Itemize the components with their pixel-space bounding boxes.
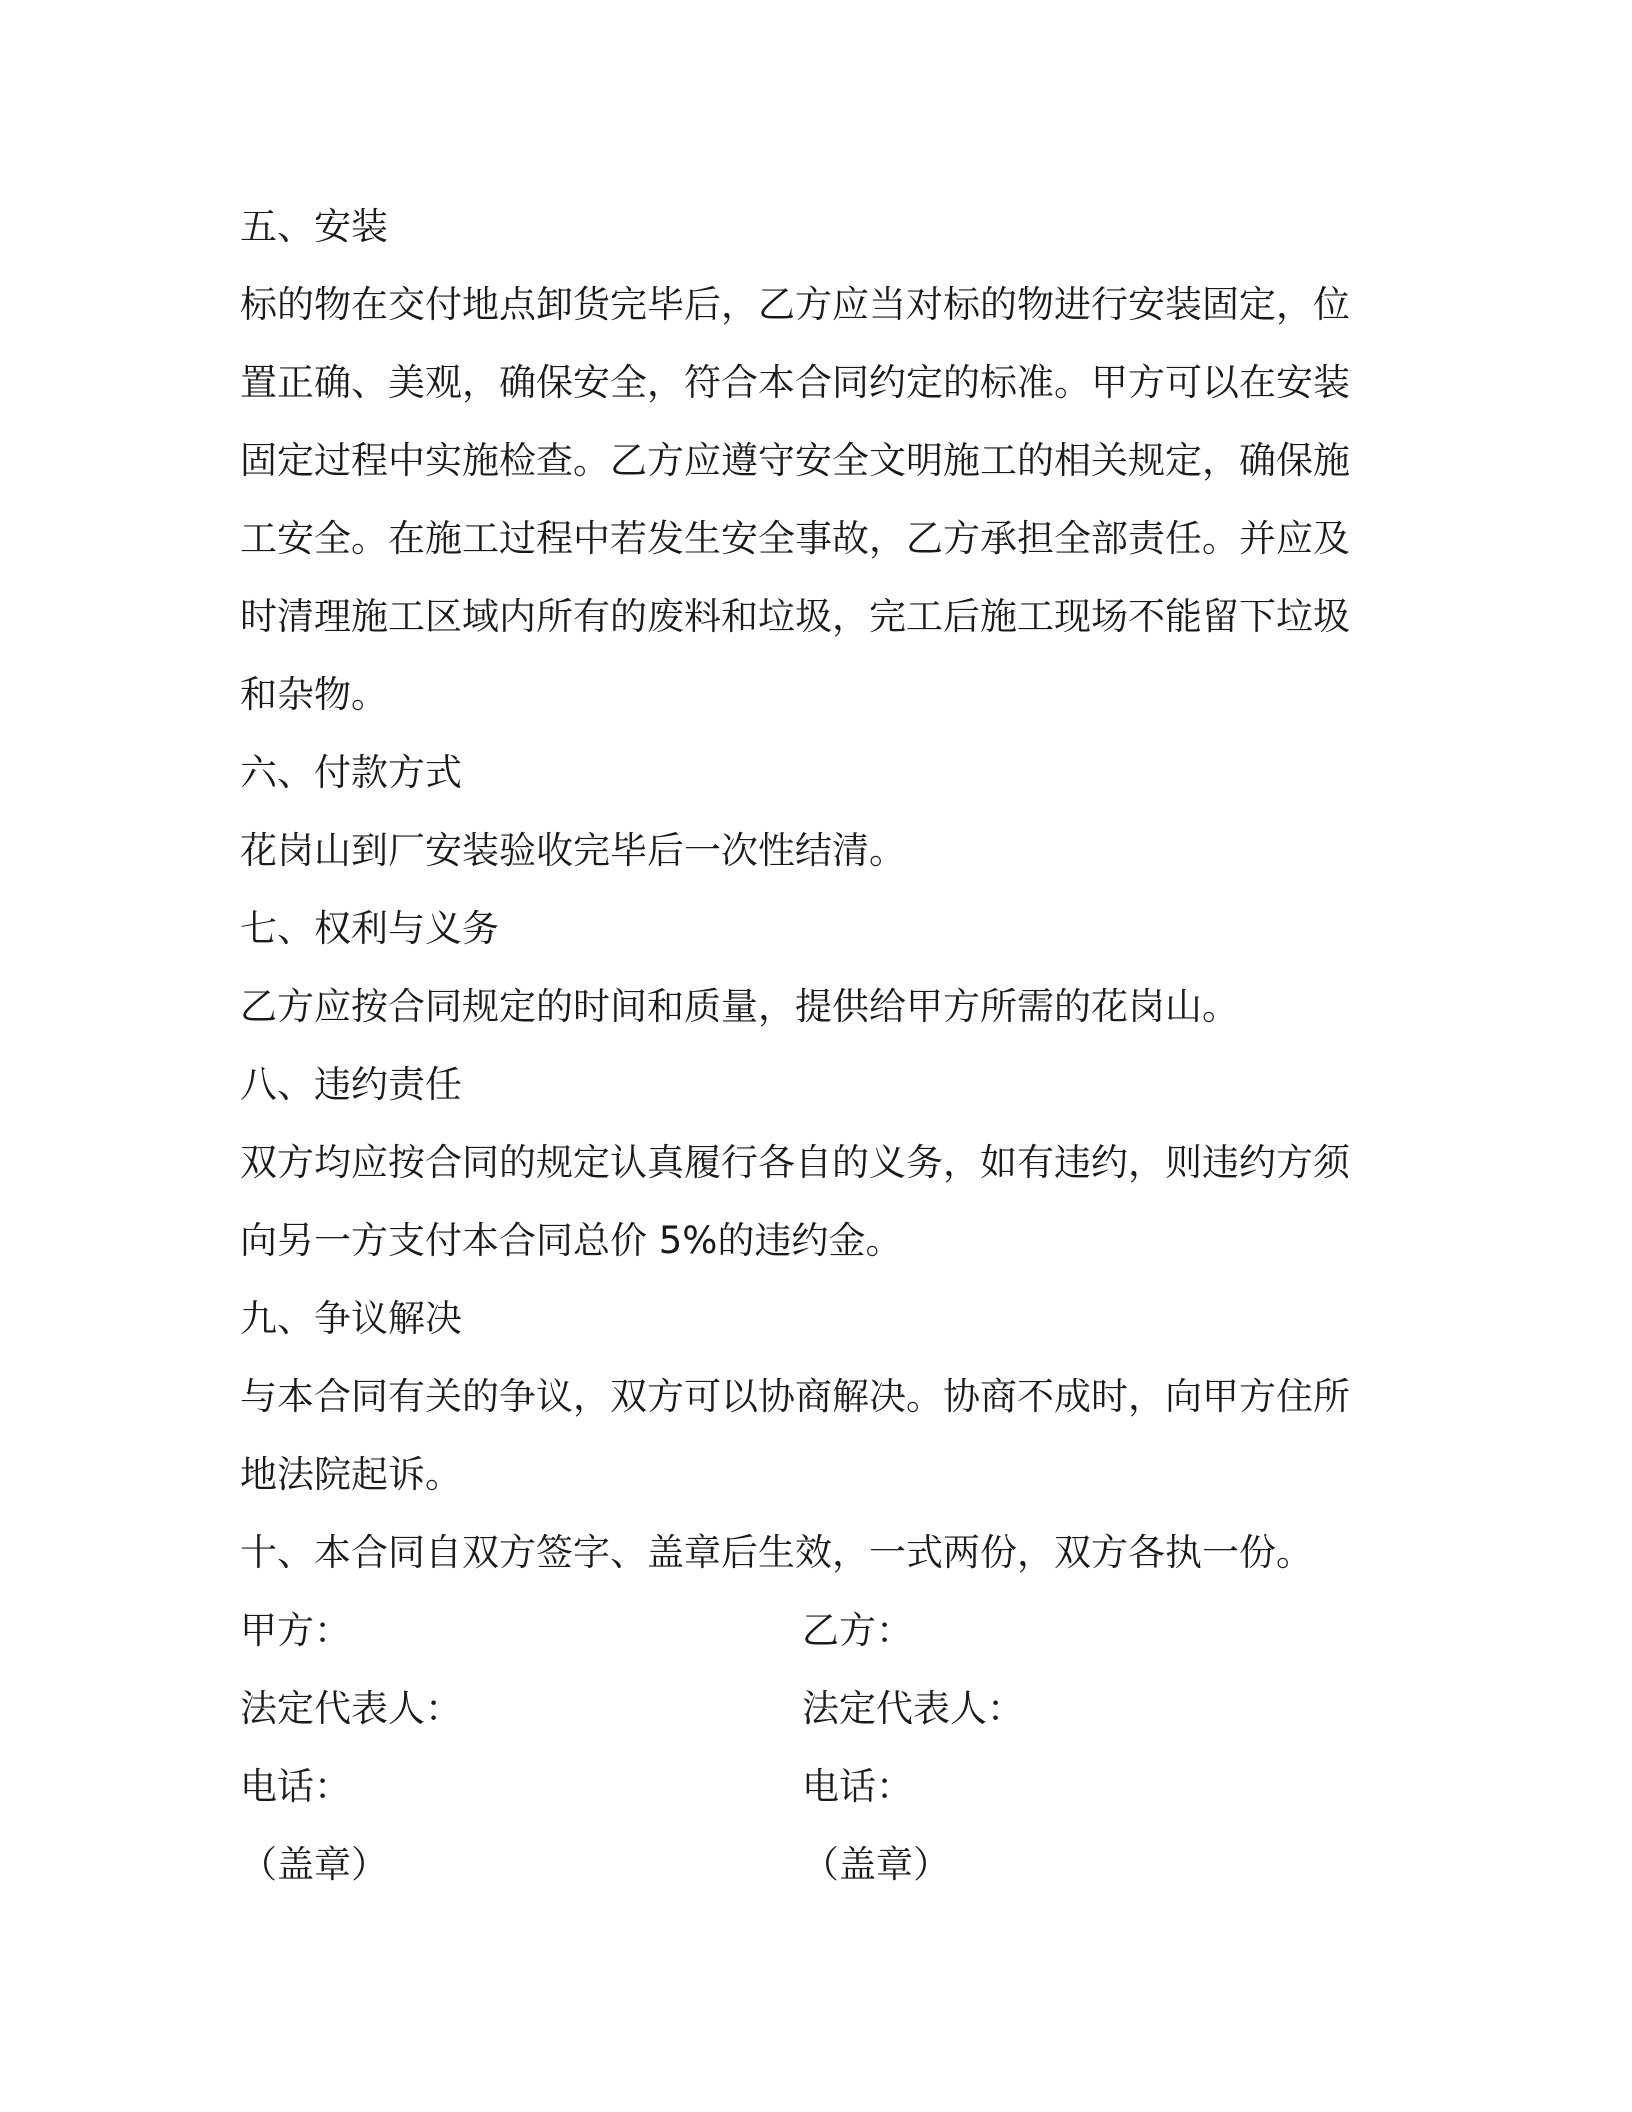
section-8-heading: 八、违约责任 <box>240 1063 462 1106</box>
signature-row-phone <box>240 1748 1360 1826</box>
signature-row-representative <box>240 1670 1360 1748</box>
section-5-line: 工安全。在施工过程中若发生安全事故，乙方承担全部责任。并应及 <box>240 517 1350 560</box>
section-9-line: 地法院起诉。 <box>240 1453 462 1496</box>
party-a-seal: （盖章） <box>240 1843 388 1886</box>
section-5-line: 固定过程中实施检查。乙方应遵守安全文明施工的相关规定，确保施 <box>240 439 1350 482</box>
section-6-heading: 六、付款方式 <box>240 751 462 794</box>
party-a-label: 甲方： <box>240 1609 351 1652</box>
section-5-line: 标的物在交付地点卸货完毕后，乙方应当对标的物进行安装固定，位 <box>240 283 1350 326</box>
party-b-seal: （盖章） <box>802 1843 950 1886</box>
section-5-heading: 五、安装 <box>240 205 388 248</box>
section-9-line: 与本合同有关的争议，双方可以协商解决。协商不成时，向甲方住所 <box>240 1375 1350 1418</box>
section-7-heading: 七、权利与义务 <box>240 907 499 950</box>
section-6-line: 花岗山到厂安装验收完毕后一次性结清。 <box>240 829 906 872</box>
signature-row-party <box>240 1592 1360 1670</box>
signature-row-seal <box>240 1826 1360 1904</box>
section-10-heading: 十、本合同自双方签字、盖章后生效，一式两份，双方各执一份。 <box>240 1531 1313 1574</box>
party-b-label: 乙方： <box>802 1609 913 1652</box>
section-5-line: 时清理施工区域内所有的废料和垃圾，完工后施工现场不能留下垃圾 <box>240 595 1350 638</box>
section-5-line: 置正确、美观，确保安全，符合本合同约定的标准。甲方可以在安装 <box>240 361 1350 404</box>
party-a-representative: 法定代表人： <box>240 1687 462 1730</box>
section-7-line: 乙方应按合同规定的时间和质量，提供给甲方所需的花岗山。 <box>240 985 1239 1028</box>
party-a-phone: 电话： <box>240 1765 351 1808</box>
section-5-line: 和杂物。 <box>240 673 388 716</box>
section-8-line: 双方均应按合同的规定认真履行各自的义务，如有违约，则违约方须 <box>240 1141 1350 1184</box>
party-b-phone: 电话： <box>802 1765 913 1808</box>
section-9-heading: 九、争议解决 <box>240 1297 462 1340</box>
section-8-line: 向另一方支付本合同总价 5%的违约金。 <box>240 1219 903 1262</box>
contract-body <box>240 188 1360 1904</box>
party-b-representative: 法定代表人： <box>802 1687 1024 1730</box>
